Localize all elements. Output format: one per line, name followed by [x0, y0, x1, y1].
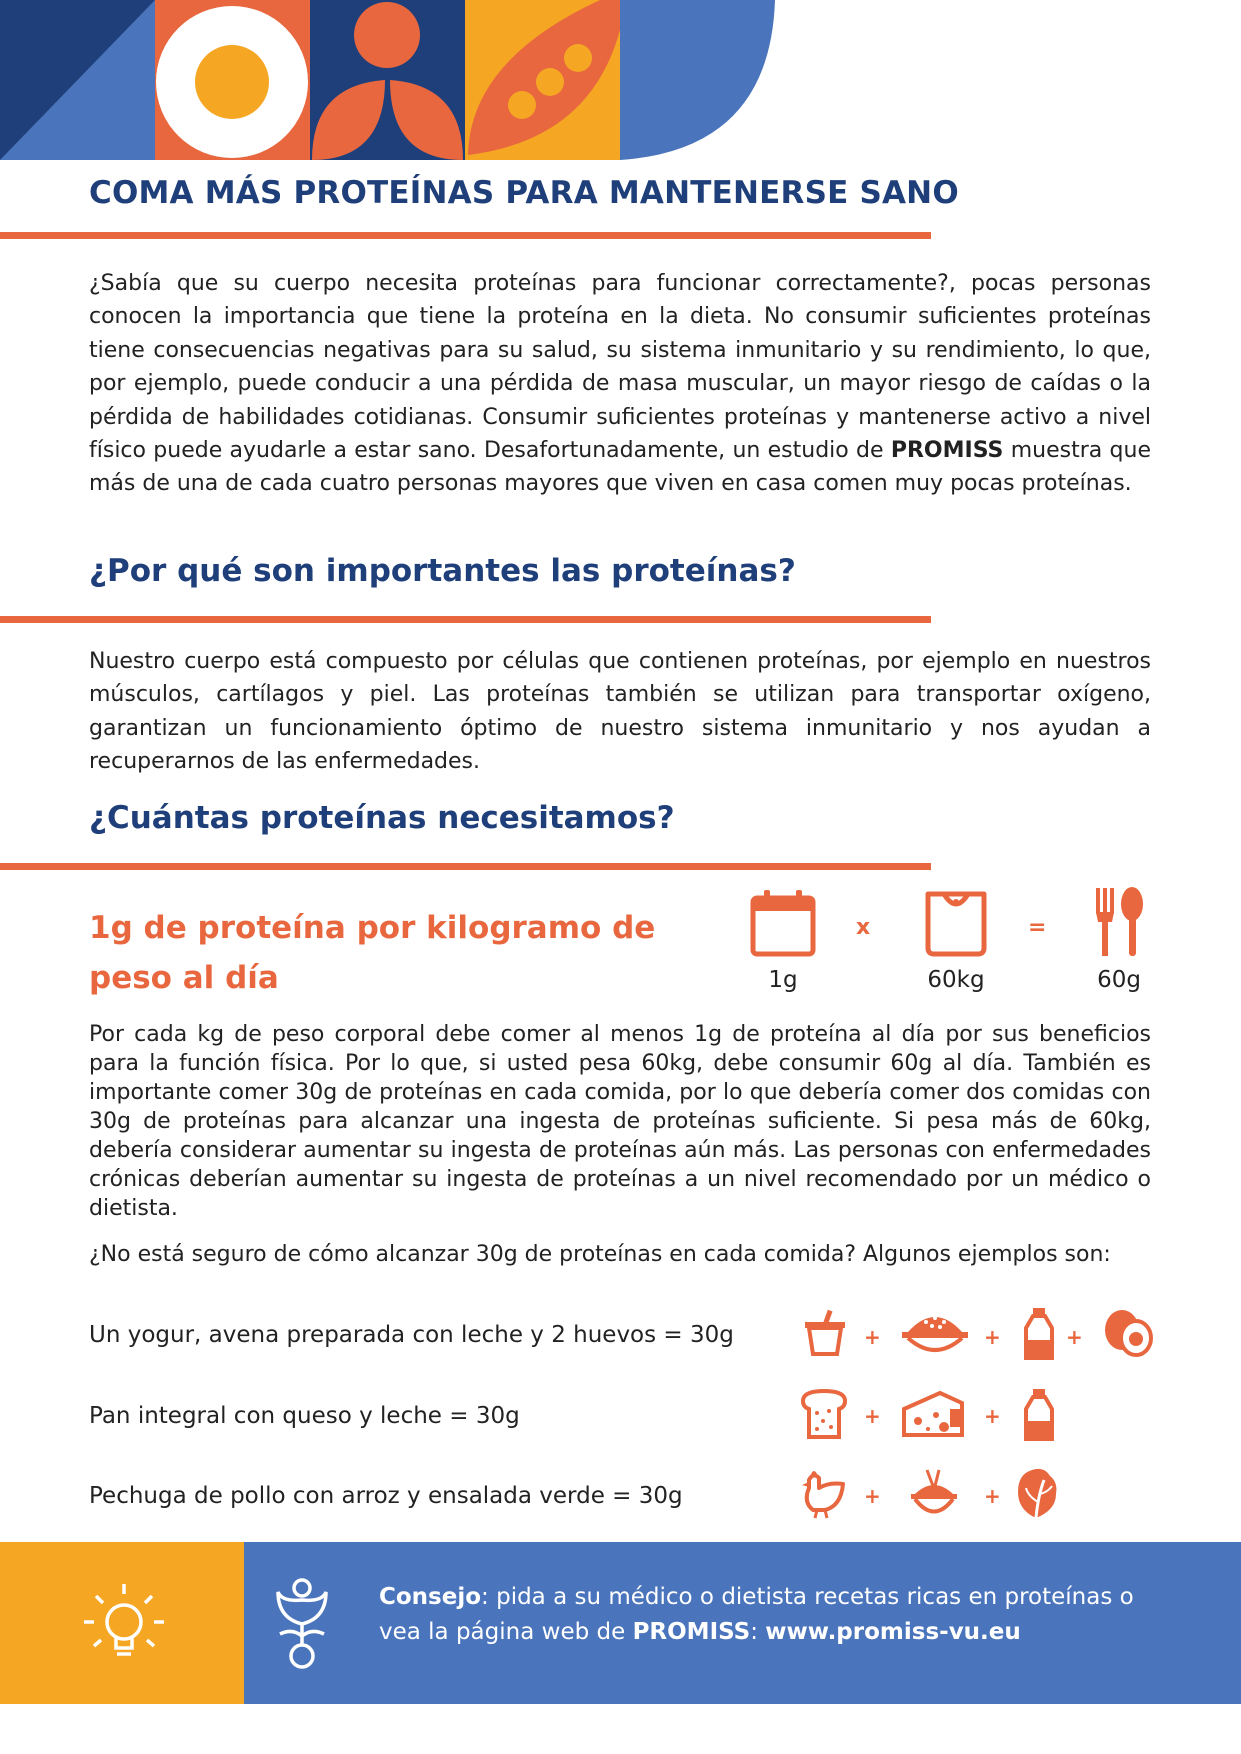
milk-icon	[1022, 1387, 1056, 1441]
yogurt-icon	[803, 1308, 847, 1358]
meal-example-3: Pechuga de pollo con arroz y ensalada verde = 30g	[89, 1483, 683, 1509]
page-title: COMA MÁS PROTEÍNAS PARA MANTENERSE SANO	[89, 175, 959, 211]
plus-sign: +	[984, 1484, 1001, 1508]
meal-example-1: Un yogur, avena preparada con leche y 2 huevos = 30g	[89, 1322, 734, 1348]
amount-paragraph: Por cada kg de peso corporal debe comer al menos 1g de proteína al día por sus beneficios para la función física. Por lo que, si usted pesa 60kg, debe consumir 60g al día. También es importante comer 30g de proteínas en cada comida, por lo que debería comer dos comidas con 30g de proteínas para alcanzar una ingesta de proteínas suficiente. Si pesa más de 60kg, debería considerar aumentar su ingesta de proteínas aún más. Las personas con enfermedades crónicas deberían aumentar su ingesta de proteínas a un nivel recomendado por un médico o dietista.	[89, 1022, 1151, 1221]
lettuce-icon	[1014, 1466, 1060, 1520]
rice-icon	[909, 1468, 959, 1520]
lightbulb-icon	[82, 1582, 166, 1672]
milk-icon	[1022, 1306, 1056, 1360]
plus-sign: +	[1066, 1325, 1083, 1349]
title-divider	[0, 232, 931, 239]
footer-tip-text: Consejo: pida a su médico o dietista recetas ricas en proteínas o vea la página web de PROMISS: www.promiss-vu.eu	[379, 1584, 1134, 1645]
promiss-brand: PROMISS	[890, 438, 1004, 464]
times-sign: x	[856, 915, 871, 940]
plus-sign: +	[864, 1404, 881, 1428]
oatmeal-icon	[900, 1308, 970, 1358]
section-heading-importance: ¿Por qué son importantes las proteínas?	[89, 553, 796, 589]
cheese-icon	[900, 1389, 966, 1439]
promiss-logo-icon	[274, 1578, 330, 1670]
footer-tip-panel	[0, 1542, 244, 1704]
section-divider	[0, 863, 931, 870]
cutlery-icon	[1092, 886, 1146, 958]
chicken-icon	[799, 1468, 847, 1520]
intro-paragraph: ¿Sabía que su cuerpo necesita proteínas para funcionar correctamente?, pocas personas conocen la importancia que tiene la proteína en la dieta. No consumir suficientes proteínas tiene consecuencias negativas para su salud, su sistema inmunitario y su rendimiento, lo que, por ejemplo, puede conducir a una pérdida de masa muscular, un mayor riesgo de caídas o la pérdida de habilidades cotidianas. Consumir suficientes proteínas y mantenerse activo a nivel físico puede ayudarle a estar sano. Desafortunadamente, un estudio de PROMISS muestra que más de una de cada cuatro personas mayores que viven en casa comen muy pocas proteínas.	[89, 271, 1151, 497]
footer-brand: PROMISS	[632, 1619, 751, 1645]
bread-icon	[801, 1389, 847, 1439]
section-divider	[0, 616, 931, 623]
meal-example-2: Pan integral con queso y leche = 30g	[89, 1403, 520, 1429]
tip-label: Consejo	[379, 1584, 482, 1610]
egg-icon	[1102, 1308, 1154, 1358]
header-banner	[0, 0, 780, 160]
protein-rule-heading: 1g de proteína por kilogramo de peso al día	[89, 910, 656, 996]
plus-sign: +	[984, 1404, 1001, 1428]
result-label: 60g	[1097, 967, 1141, 993]
plus-sign: +	[864, 1325, 881, 1349]
equals-sign: =	[1028, 915, 1047, 940]
weight-label: 60kg	[927, 967, 985, 993]
importance-paragraph: Nuestro cuerpo está compuesto por células que contienen proteínas, por ejemplo en nuestros músculos, cartílagos y piel. Las proteínas también se utilizan para transportar oxígeno, garantizan un funcionamiento óptimo de nuestro sistema inmunitario y nos ayudan a recuperarnos de las enfermedades.	[89, 649, 1151, 775]
section-heading-amount: ¿Cuántas proteínas necesitamos?	[89, 800, 675, 836]
scale-icon	[922, 888, 990, 958]
website-link[interactable]: www.promiss-vu.eu	[765, 1619, 1021, 1645]
plus-sign: +	[864, 1484, 881, 1508]
examples-question: ¿No está seguro de cómo alcanzar 30g de proteínas en cada comida? Algunos ejemplos son:	[89, 1242, 1111, 1267]
plus-sign: +	[984, 1325, 1001, 1349]
calendar-label: 1g	[768, 967, 798, 993]
calendar-icon	[748, 888, 818, 958]
